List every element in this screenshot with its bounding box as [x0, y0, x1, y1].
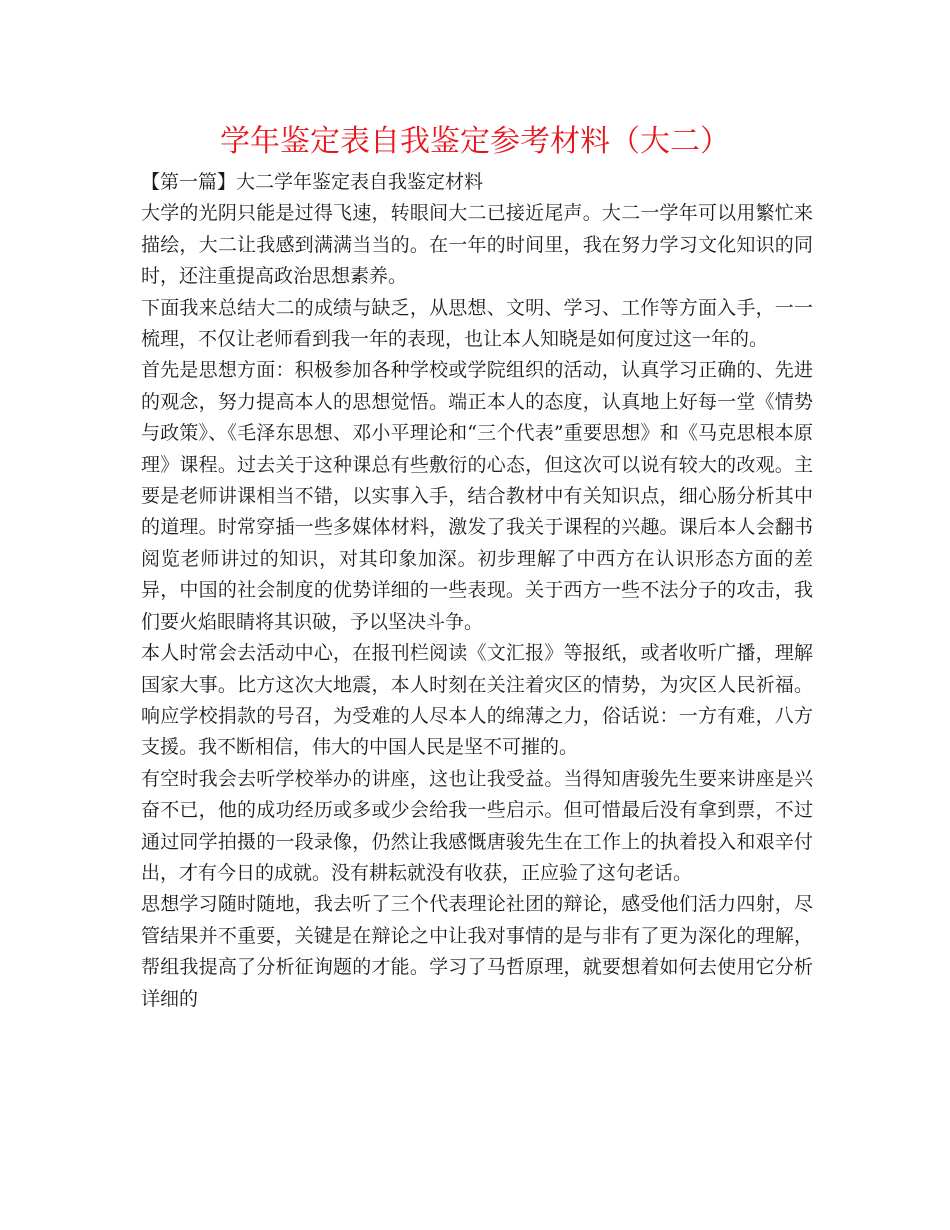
- paragraph: 本人时常会去活动中心，在报刊栏阅读《文汇报》等报纸，或者收听广播，理解国家大事。比方这次大地震，本人时刻在关注着灾区的情势，为灾区人民祈福。响应学校捐款的号召，为受难的人尽本人的绵薄之力，俗话说：一方有难，八方支援。我不断相信，伟大的中国人民是坚不可摧的。: [141, 642, 813, 759]
- paragraph: 有空时我会去听学校举办的讲座，这也让我受益。当得知唐骏先生要来讲座是兴奋不已，他的成功经历或多或少会给我一些启示。但可惜最后没有拿到票，不过通过同学拍摄的一段录像，仍然让我感慨唐骏先生在工作上的执着投入和艰辛付出，才有今日的成就。没有耕耘就没有收获，正应验了这句老话。: [141, 767, 813, 884]
- document-title: 学年鉴定表自我鉴定参考材料（大二）: [220, 124, 730, 159]
- paragraph: 首先是思想方面：积极参加各种学校或学院组织的活动，认真学习正确的、先进的观念，努力提高本人的思想觉悟。端正本人的态度，认真地上好每一堂《情势与政策》、《毛泽东思想、邓小平理论和“三个代表”重要思想》和《马克思根本原理》课程。过去关于这种课总有些敷衍的心态，但这次可以说有较大的改观。主要是老师讲课相当不错，以实事入手，结合教材中有关知识点，细心肠分析其中的道理。时常穿插一些多媒体材料，激发了我关于课程的兴趣。课后本人会翻书阅览老师讲过的知识，对其印象加深。初步理解了中西方在认识形态方面的差异，中国的社会制度的优势详细的一些表现。关于西方一些不法分子的攻击，我们要火焰眼睛将其识破，予以坚决斗争。: [141, 359, 813, 633]
- paragraph: 下面我来总结大二的成绩与缺乏，从思想、文明、学习、工作等方面入手，一一梳理，不仅让老师看到我一年的表现，也让本人知晓是如何度过这一年的。: [141, 296, 813, 351]
- document-body: [141, 167, 813, 1015]
- section-heading: 【第一篇】大二学年鉴定表自我鉴定材料: [141, 171, 484, 193]
- paragraph: 大学的光阴只能是过得飞速，转眼间大二已接近尾声。大二一学年可以用繁忙来描绘，大二让我感到满满当当的。在一年的时间里，我在努力学习文化知识的同时，还注重提高政治思想素养。: [141, 202, 813, 288]
- paragraph: 思想学习随时随地，我去听了三个代表理论社团的辩论，感受他们活力四射，尽管结果并不重要，关键是在辩论之中让我对事情的是与非有了更为深化的理解，帮组我提高了分析征询题的才能。学习了马哲原理，就要想着如何去使用它分析详细的: [141, 893, 813, 1010]
